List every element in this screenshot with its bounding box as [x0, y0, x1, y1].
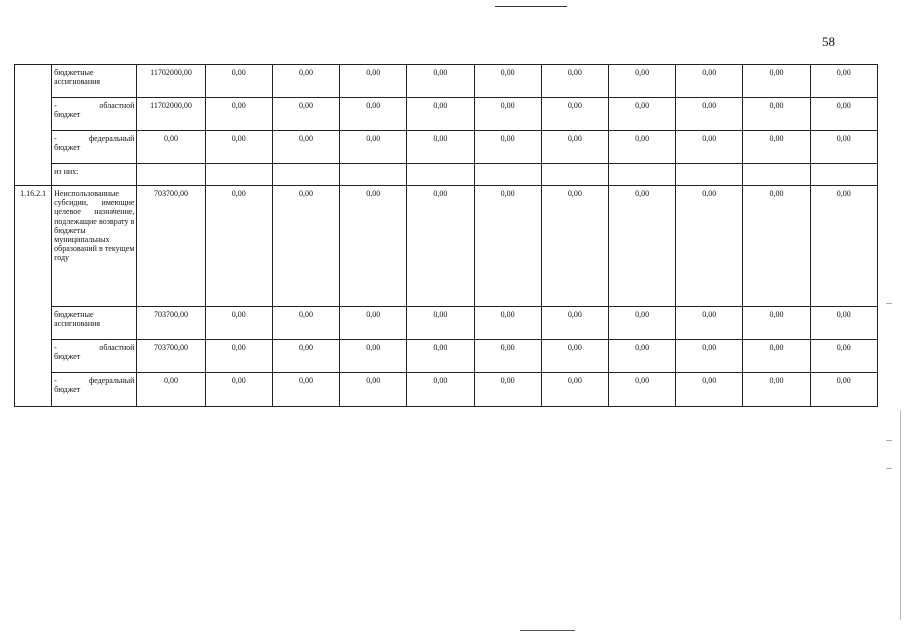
- table-cell: [205, 164, 272, 186]
- table-cell: 0,00: [810, 307, 877, 340]
- table-cell: 0,00: [541, 98, 608, 131]
- label-word: федеральный: [88, 376, 135, 385]
- table-cell: 703700,00: [137, 340, 205, 373]
- table-cell: 0,00: [608, 186, 675, 307]
- table-cell: 0,00: [743, 186, 810, 307]
- table-cell: 11702000,00: [137, 98, 205, 131]
- row-code: 1.16.2.1: [15, 186, 52, 407]
- table-cell: 0,00: [541, 186, 608, 307]
- table-cell: 0,00: [272, 131, 339, 164]
- table-cell: 0,00: [340, 307, 407, 340]
- scan-edge-line: [900, 410, 901, 620]
- row-label: из них:: [52, 164, 137, 186]
- table-cell: 0,00: [474, 186, 541, 307]
- table-cell: [407, 164, 474, 186]
- label-word: областной: [99, 343, 135, 352]
- table-cell: 0,00: [474, 373, 541, 407]
- table-cell: 0,00: [541, 131, 608, 164]
- table-cell: [272, 164, 339, 186]
- table-cell: 0,00: [810, 131, 877, 164]
- table-cell: 0,00: [541, 340, 608, 373]
- table-cell: 0,00: [810, 98, 877, 131]
- label-dash: -: [54, 376, 57, 385]
- table-cell: 0,00: [205, 373, 272, 407]
- row-label: [52, 98, 137, 131]
- budget-table: [14, 64, 878, 407]
- table-cell: 0,00: [676, 186, 743, 307]
- table-cell: 0,00: [676, 307, 743, 340]
- table-cell: 0,00: [272, 340, 339, 373]
- table-cell: 0,00: [205, 131, 272, 164]
- table-cell: 703700,00: [137, 186, 205, 307]
- table-row: [15, 373, 878, 407]
- table-row: [15, 65, 878, 98]
- table-cell: 0,00: [541, 373, 608, 407]
- table-cell: 0,00: [743, 340, 810, 373]
- table-cell: [137, 164, 205, 186]
- label-word: областной: [99, 101, 135, 110]
- table-cell: [810, 164, 877, 186]
- page-number: 58: [822, 34, 835, 49]
- table-cell: 0,00: [205, 186, 272, 307]
- table-cell: 0,00: [407, 98, 474, 131]
- table-row: [15, 340, 878, 373]
- table-cell: 0,00: [407, 65, 474, 98]
- code-cell: [15, 65, 52, 186]
- table-cell: 0,00: [205, 98, 272, 131]
- table-cell: 0,00: [205, 340, 272, 373]
- row-label: [52, 131, 137, 164]
- label-rest: бюджет: [54, 110, 81, 120]
- label-dash: -: [54, 134, 57, 143]
- table-cell: 0,00: [340, 340, 407, 373]
- table-cell: 0,00: [272, 373, 339, 407]
- table-cell: 0,00: [340, 186, 407, 307]
- table-cell: 0,00: [541, 307, 608, 340]
- table-cell: 0,00: [205, 65, 272, 98]
- table-cell: 0,00: [608, 340, 675, 373]
- table-cell: 0,00: [407, 340, 474, 373]
- table-cell: 0,00: [474, 131, 541, 164]
- table-cell: 11702000,00: [137, 65, 205, 98]
- table-cell: [743, 164, 810, 186]
- label-rest: бюджет: [54, 352, 81, 362]
- table-cell: 0,00: [474, 307, 541, 340]
- table-cell: 703700,00: [137, 307, 205, 340]
- table-cell: 0,00: [743, 373, 810, 407]
- table-row: [15, 98, 878, 131]
- table-cell: 0,00: [340, 373, 407, 407]
- table-cell: 0,00: [608, 131, 675, 164]
- table-cell: 0,00: [137, 373, 205, 407]
- table-cell: [608, 164, 675, 186]
- table-cell: 0,00: [810, 373, 877, 407]
- table-cell: 0,00: [676, 98, 743, 131]
- table-cell: 0,00: [474, 340, 541, 373]
- label-word: федеральный: [88, 134, 135, 143]
- table-cell: [474, 164, 541, 186]
- table-cell: 0,00: [608, 307, 675, 340]
- table-row: [15, 186, 878, 307]
- table-row: [15, 131, 878, 164]
- table-cell: 0,00: [205, 307, 272, 340]
- table-cell: 0,00: [676, 65, 743, 98]
- table-cell: 0,00: [137, 131, 205, 164]
- table-cell: 0,00: [676, 340, 743, 373]
- label-rest: бюджет: [54, 385, 81, 395]
- label-dash: -: [54, 343, 57, 352]
- table-cell: 0,00: [407, 131, 474, 164]
- table-cell: 0,00: [340, 65, 407, 98]
- table-cell: 0,00: [272, 98, 339, 131]
- label-rest: бюджет: [54, 143, 81, 153]
- table-cell: 0,00: [474, 65, 541, 98]
- label-dash: -: [54, 101, 57, 110]
- table-row: [15, 307, 878, 340]
- scan-mark: [886, 440, 892, 441]
- table-cell: 0,00: [743, 65, 810, 98]
- table-cell: 0,00: [810, 186, 877, 307]
- row-label: [52, 340, 137, 373]
- table-cell: 0,00: [272, 307, 339, 340]
- table-cell: 0,00: [608, 98, 675, 131]
- table-cell: 0,00: [608, 373, 675, 407]
- table-cell: 0,00: [810, 65, 877, 98]
- scan-mark: [886, 303, 892, 304]
- top-rule: [495, 6, 567, 7]
- scan-mark: [886, 468, 892, 469]
- table-cell: 0,00: [272, 186, 339, 307]
- table-cell: [676, 164, 743, 186]
- table-cell: 0,00: [743, 131, 810, 164]
- table-cell: 0,00: [407, 186, 474, 307]
- table-cell: [340, 164, 407, 186]
- table-cell: 0,00: [810, 340, 877, 373]
- table-cell: 0,00: [608, 65, 675, 98]
- table-cell: 0,00: [340, 131, 407, 164]
- table-cell: [541, 164, 608, 186]
- table-cell: 0,00: [541, 65, 608, 98]
- table-row: [15, 164, 878, 186]
- table-cell: 0,00: [743, 307, 810, 340]
- row-label: бюджетные ассигнования: [52, 65, 137, 98]
- table-cell: 0,00: [407, 307, 474, 340]
- bottom-rule: [520, 630, 575, 631]
- row-label: Неиспользованные субсидии, имеющие целевое назначение, подлежащие возврату в бюджеты муниципальных образований в текущем году: [52, 186, 137, 307]
- table-cell: 0,00: [743, 98, 810, 131]
- table-cell: 0,00: [676, 131, 743, 164]
- row-label: бюджетные ассигнования: [52, 307, 137, 340]
- table-cell: 0,00: [272, 65, 339, 98]
- row-label: [52, 373, 137, 407]
- table-cell: 0,00: [407, 373, 474, 407]
- table-cell: 0,00: [340, 98, 407, 131]
- table-cell: 0,00: [676, 373, 743, 407]
- table-cell: 0,00: [474, 98, 541, 131]
